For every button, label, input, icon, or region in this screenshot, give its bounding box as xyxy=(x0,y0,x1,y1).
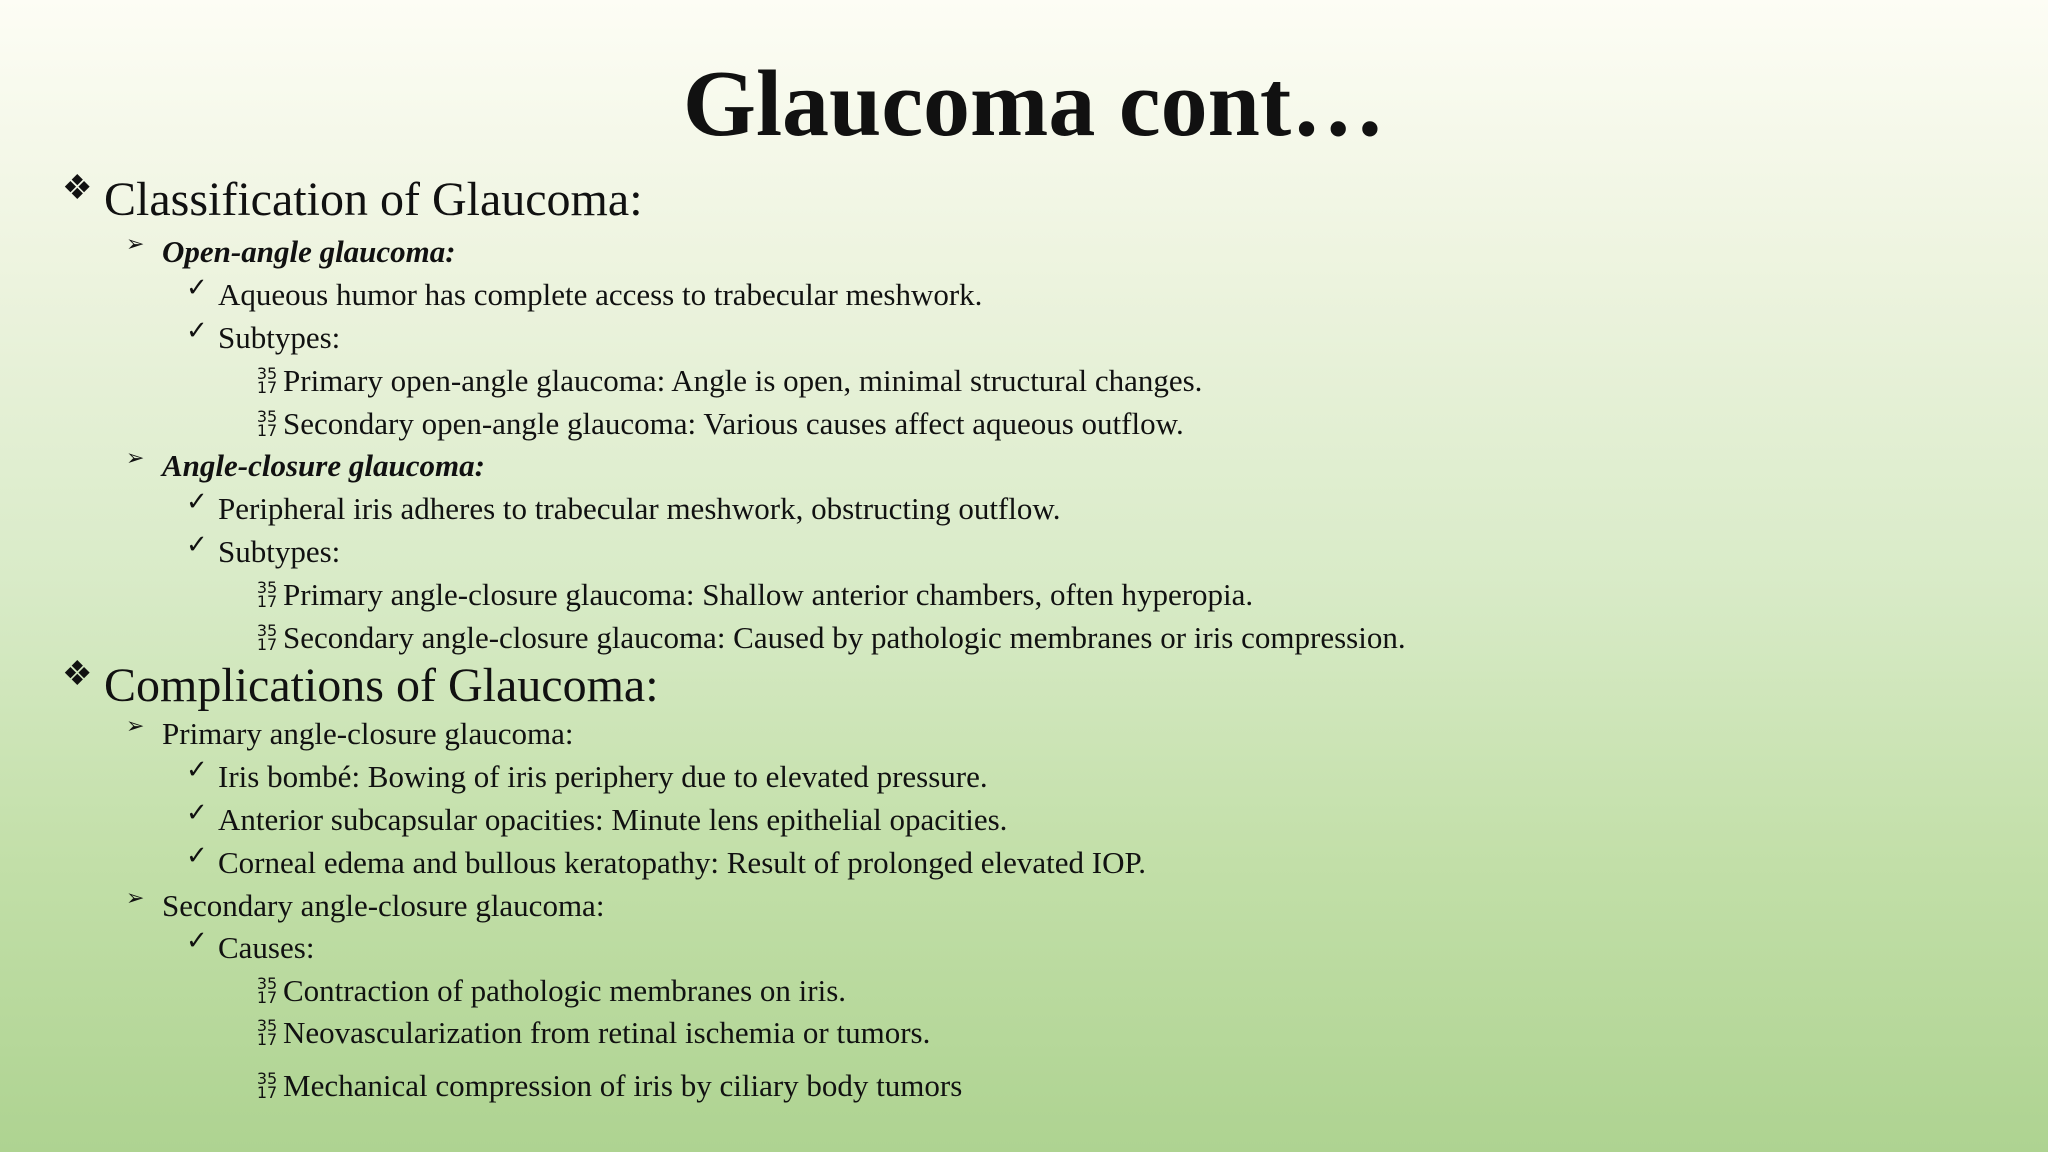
section-heading-text: Complications of Glaucoma: xyxy=(104,659,659,712)
list-item-text: Primary angle-closure glaucoma: Shallow anterior chambers, often hyperopia. xyxy=(283,577,1254,612)
list-item xyxy=(186,757,988,797)
subheading-open-angle xyxy=(126,232,456,272)
check-bullet-icon: ✓ xyxy=(186,273,208,303)
fraction-bullet-icon: 35 17 xyxy=(256,974,278,1007)
arrow-bullet-icon: ➢ xyxy=(126,446,145,471)
check-bullet-icon: ✓ xyxy=(186,798,208,828)
list-item-text: Contraction of pathologic membranes on iris. xyxy=(283,973,847,1008)
fraction-bullet-icon: 35 17 xyxy=(256,621,278,654)
list-item-text: Corneal edema and bullous keratopathy: Result of prolonged elevated IOP. xyxy=(218,845,1147,880)
check-bullet-icon: ✓ xyxy=(186,487,208,517)
list-item-text: Subtypes: xyxy=(218,320,341,355)
list-item-text: Aqueous humor has complete access to trabecular meshwork. xyxy=(218,277,983,312)
fraction-bullet-icon: 35 17 xyxy=(256,1069,278,1102)
list-item xyxy=(251,1013,930,1053)
arrow-bullet-icon: ➢ xyxy=(126,232,145,257)
list-item-text: Neovascularization from retinal ischemia or tumors. xyxy=(283,1015,931,1050)
list-item xyxy=(251,971,846,1011)
diamond-bullet-icon: ❖ xyxy=(62,170,93,207)
list-item-text: Causes: xyxy=(218,930,315,965)
check-bullet-icon: ✓ xyxy=(186,530,208,560)
list-item xyxy=(186,318,340,358)
list-item xyxy=(186,532,340,572)
subheading-text: Angle-closure glaucoma: xyxy=(162,448,485,483)
subheading-primary-angle-closure xyxy=(126,714,573,754)
subheading-text: Primary angle-closure glaucoma: xyxy=(162,716,574,751)
fraction-bullet-icon: 35 17 xyxy=(256,407,278,440)
list-item xyxy=(186,928,314,968)
list-item-text: Secondary open-angle glaucoma: Various causes affect aqueous outflow. xyxy=(283,406,1184,441)
subheading-secondary-angle-closure xyxy=(126,886,604,926)
list-item xyxy=(251,618,1406,658)
list-item-text: Iris bombé: Bowing of iris periphery due to elevated pressure. xyxy=(218,759,988,794)
list-item xyxy=(186,800,1007,840)
list-item xyxy=(186,843,1146,883)
check-bullet-icon: ✓ xyxy=(186,755,208,785)
arrow-bullet-icon: ➢ xyxy=(126,714,145,739)
list-item xyxy=(251,575,1253,615)
section-heading-complications xyxy=(62,658,659,714)
list-item-text: Secondary angle-closure glaucoma: Caused by pathologic membranes or iris compression. xyxy=(283,620,1406,655)
fraction-bullet-icon: 35 17 xyxy=(256,364,278,397)
list-item xyxy=(251,361,1202,401)
slide-title: Glaucoma cont… xyxy=(682,52,1386,156)
check-bullet-icon: ✓ xyxy=(186,926,208,956)
list-item-text: Peripheral iris adheres to trabecular meshwork, obstructing outflow. xyxy=(218,491,1061,526)
fraction-bullet-icon: 35 17 xyxy=(256,578,278,611)
section-heading-classification xyxy=(62,172,643,228)
list-item-text: Subtypes: xyxy=(218,534,341,569)
diamond-bullet-icon: ❖ xyxy=(62,656,93,693)
list-item xyxy=(186,489,1061,529)
subheading-angle-closure xyxy=(126,446,485,486)
arrow-bullet-icon: ➢ xyxy=(126,886,145,911)
list-item xyxy=(186,275,982,315)
list-item xyxy=(251,404,1184,444)
list-item-text: Anterior subcapsular opacities: Minute lens epithelial opacities. xyxy=(218,802,1008,837)
subheading-text: Open-angle glaucoma: xyxy=(162,234,456,269)
list-item-text: Primary open-angle glaucoma: Angle is open, minimal structural changes. xyxy=(283,363,1203,398)
subheading-text: Secondary angle-closure glaucoma: xyxy=(162,888,605,923)
check-bullet-icon: ✓ xyxy=(186,841,208,871)
section-heading-text: Classification of Glaucoma: xyxy=(104,173,643,226)
fraction-bullet-icon: 35 17 xyxy=(256,1016,278,1049)
check-bullet-icon: ✓ xyxy=(186,316,208,346)
list-item xyxy=(251,1066,962,1106)
list-item-text: Mechanical compression of iris by ciliary body tumors xyxy=(283,1068,963,1103)
